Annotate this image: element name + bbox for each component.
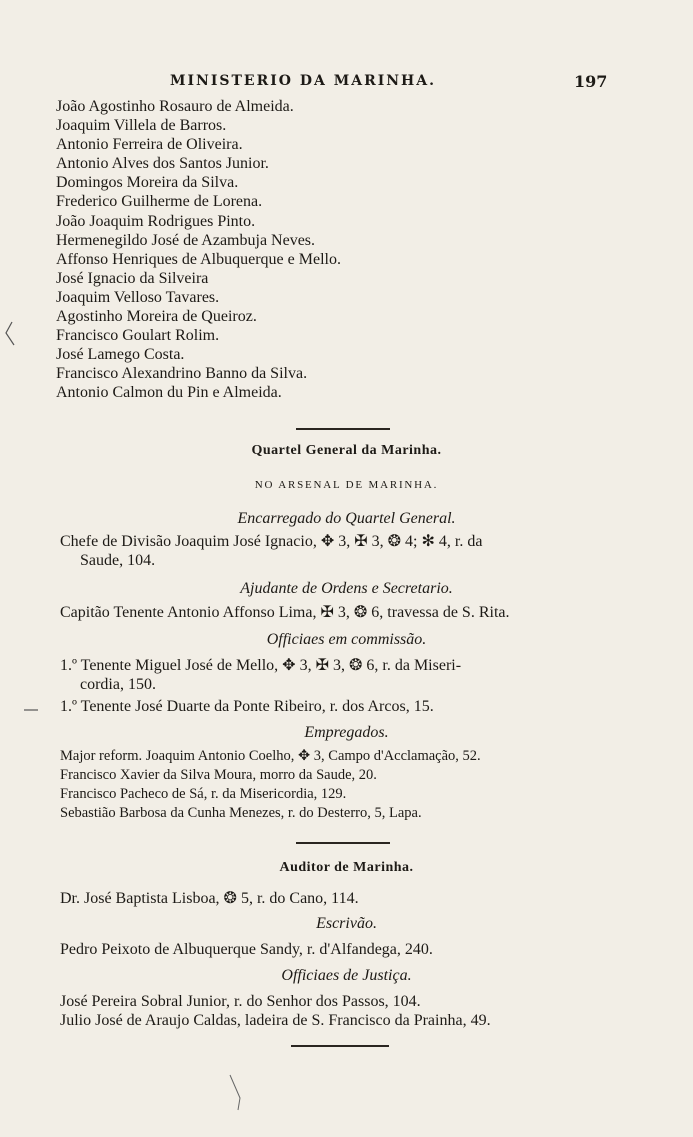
list-item: Julio José de Araujo Caldas, ladeira de S. Francisco da Prainha, 49. (60, 1012, 491, 1029)
subheading-encarregado: Encarregado do Quartel General. (237, 510, 456, 527)
list-item: José Lamego Costa. (56, 346, 185, 364)
list-item: Antonio Alves dos Santos Junior. (56, 155, 269, 173)
list-item: Joaquim Velloso Tavares. (56, 288, 220, 306)
section-subtitle-arsenal: NO ARSENAL DE MARINHA. (254, 479, 439, 491)
list-item: Antonio Calmon du Pin e Almeida. (56, 384, 282, 402)
entry-line: Saude, 104. (80, 552, 156, 569)
list-item: Francisco Xavier da Silva Moura, morro da Saude, 20. (60, 767, 377, 783)
running-header: MINISTERIO DA MARINHA. (170, 73, 437, 89)
stray-mark (230, 1075, 240, 1110)
list-item: José Ignacio da Silveira (56, 269, 209, 287)
list-item: João Joaquim Rodrigues Pinto. (56, 212, 256, 230)
entry-line: Chefe de Divisão Joaquim José Ignacio, ✥ 3, ✠ 3, ❂ 4; ✻ 4, r. da (60, 533, 483, 550)
list-item: Frederico Guilherme de Lorena. (56, 193, 263, 211)
page-number: 197 (574, 72, 608, 91)
entry-line: cordia, 150. (80, 676, 156, 693)
entry-line: 1.º Tenente Miguel José de Mello, ✥ 3, ✠ 3, ❂ 6, r. da Miseri- (60, 657, 462, 674)
entry-line: 1.º Tenente José Duarte da Ponte Ribeiro, r. dos Arcos, 15. (60, 698, 434, 715)
list-item: Francisco Alexandrino Banno da Silva. (56, 365, 308, 383)
entry-line: Capitão Tenente Antonio Affonso Lima, ✠ 3, ❂ 6, travessa de S. Rita. (60, 604, 510, 621)
entry-line: Dr. José Baptista Lisboa, ❂ 5, r. do Cano, 114. (60, 890, 359, 907)
list-item: Affonso Henriques de Albuquerque e Mello. (56, 250, 341, 268)
subheading-officiaes: Officiaes em commissão. (266, 631, 427, 648)
subheading-justica: Officiaes de Justiça. (281, 967, 412, 984)
list-item: Hermenegildo José de Azambuja Neves. (56, 231, 316, 249)
section-title-auditor: Auditor de Marinha. (279, 860, 414, 875)
subheading-empregados: Empregados. (304, 724, 389, 741)
list-item: Joaquim Villela de Barros. (56, 117, 227, 135)
list-item: Antonio Ferreira de Oliveira. (56, 136, 243, 154)
margin-mark (6, 322, 14, 345)
subheading-escrivao: Escrivão. (316, 915, 377, 932)
list-item: Domingos Moreira da Silva. (56, 174, 239, 192)
subheading-ajudante: Ajudante de Ordens e Secretario. (240, 580, 453, 597)
list-item: Francisco Pacheco de Sá, r. da Misericordia, 129. (60, 786, 347, 802)
list-item: Francisco Goulart Rolim. (56, 327, 220, 345)
entry-line: Pedro Peixoto de Albuquerque Sandy, r. d'Alfandega, 240. (60, 941, 433, 958)
list-item: Sebastião Barbosa da Cunha Menezes, r. do Desterro, 5, Lapa. (60, 805, 422, 821)
list-item: Major reform. Joaquim Antonio Coelho, ✥ 3, Campo d'Acclamação, 52. (60, 748, 481, 764)
list-item: José Pereira Sobral Junior, r. do Senhor dos Passos, 104. (60, 993, 421, 1010)
list-item: Agostinho Moreira de Queiroz. (56, 308, 257, 326)
section-title-quartel: Quartel General da Marinha. (251, 443, 442, 458)
list-item: João Agostinho Rosauro de Almeida. (56, 98, 294, 115)
